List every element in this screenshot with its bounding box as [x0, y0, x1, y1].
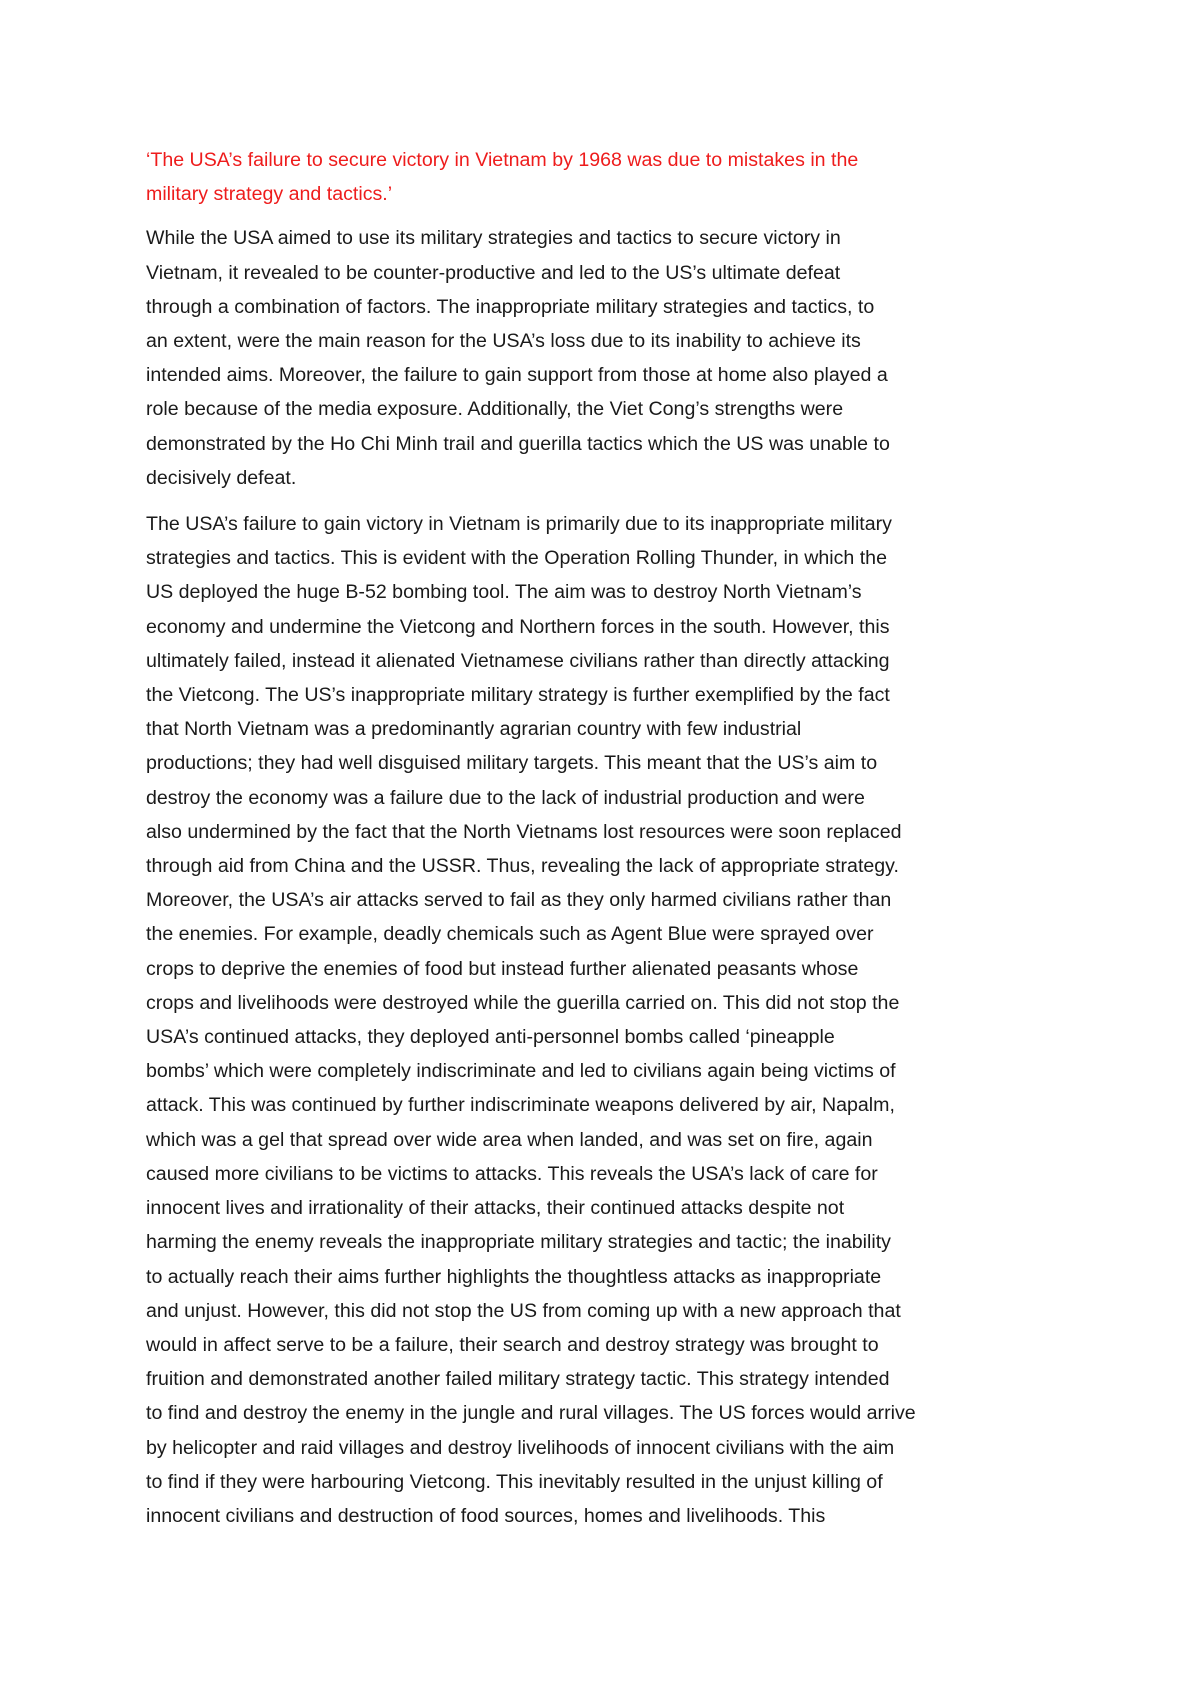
paragraph-line: through aid from China and the USSR. Thus, revealing the lack of appropriate strategy. — [146, 855, 899, 878]
paragraph-line: innocent civilians and destruction of food sources, homes and livelihoods. This — [146, 1504, 826, 1527]
paragraph-line: to actually reach their aims further highlights the thoughtless attacks as inappropriate — [146, 1265, 882, 1288]
paragraph-line: by helicopter and raid villages and destroy livelihoods of innocent civilians with the aim — [146, 1436, 895, 1459]
paragraph-line: crops and livelihoods were destroyed while the guerilla carried on. This did not stop the — [146, 991, 900, 1014]
paragraph-line: also undermined by the fact that the North Vietnams lost resources were soon replaced — [146, 820, 902, 843]
paragraph-line: role because of the media exposure. Additionally, the Viet Cong’s strengths were — [146, 398, 844, 421]
paragraph-line: attack. This was continued by further indiscriminate weapons delivered by air, Napalm, — [146, 1094, 895, 1117]
paragraph-line: ultimately failed, instead it alienated Vietnamese civilians rather than directly attacking — [146, 649, 890, 672]
essay-question-line: military strategy and tactics.’ — [146, 183, 393, 206]
paragraph-1 — [146, 221, 1068, 495]
paragraph-line: Vietnam, it revealed to be counter-productive and led to the US’s ultimate defeat — [146, 261, 841, 284]
paragraph-line: bombs’ which were completely indiscriminate and led to civilians again being victims of — [146, 1060, 896, 1083]
paragraph-line: to find and destroy the enemy in the jungle and rural villages. The US forces would arrive — [146, 1402, 916, 1425]
paragraph-line: intended aims. Moreover, the failure to gain support from those at home also played a — [146, 364, 888, 387]
paragraph-line: While the USA aimed to use its military strategies and tactics to secure victory in — [146, 227, 841, 250]
paragraph-line: the enemies. For example, deadly chemicals such as Agent Blue were sprayed over — [146, 923, 874, 946]
essay-question — [146, 143, 1068, 211]
paragraph-line: The USA’s failure to gain victory in Vietnam is primarily due to its inappropriate military — [146, 513, 892, 536]
paragraph-line: crops to deprive the enemies of food but instead further alienated peasants whose — [146, 957, 859, 980]
paragraph-line: that North Vietnam was a predominantly agrarian country with few industrial — [146, 718, 802, 741]
paragraph-line: fruition and demonstrated another failed military strategy tactic. This strategy intended — [146, 1368, 890, 1391]
paragraph-line: which was a gel that spread over wide area when landed, and was set on fire, again — [146, 1128, 873, 1151]
paragraph-line: economy and undermine the Vietcong and Northern forces in the south. However, this — [146, 615, 890, 638]
paragraph-line: caused more civilians to be victims to attacks. This reveals the USA’s lack of care for — [146, 1162, 878, 1185]
paragraph-line: demonstrated by the Ho Chi Minh trail and guerilla tactics which the US was unable to — [146, 432, 890, 455]
paragraph-line: and unjust. However, this did not stop the US from coming up with a new approach that — [146, 1299, 901, 1322]
paragraph-line: productions; they had well disguised military targets. This meant that the US’s aim to — [146, 752, 878, 775]
paragraph-line: would in affect serve to be a failure, their search and destroy strategy was brought to — [146, 1333, 879, 1356]
paragraph-line: USA’s continued attacks, they deployed anti-personnel bombs called ‘pineapple — [146, 1026, 835, 1049]
paragraph-line: an extent, were the main reason for the USA’s loss due to its inability to achieve its — [146, 330, 861, 353]
essay-question-line: ‘The USA’s failure to secure victory in Vietnam by 1968 was due to mistakes in the — [146, 149, 859, 171]
paragraph-2 — [146, 507, 1068, 1533]
paragraph-line: innocent lives and irrationality of their attacks, their continued attacks despite not — [146, 1197, 845, 1220]
paragraphs — [146, 221, 1068, 1533]
paragraph-line: US deployed the huge B-52 bombing tool. The aim was to destroy North Vietnam’s — [146, 581, 862, 604]
paragraph-line: Moreover, the USA’s air attacks served to fail as they only harmed civilians rather than — [146, 889, 892, 912]
paragraph-line: destroy the economy was a failure due to the lack of industrial production and were — [146, 786, 865, 809]
paragraph-line: harming the enemy reveals the inappropriate military strategies and tactic; the inability — [146, 1231, 891, 1254]
paragraph-line: to find if they were harbouring Vietcong. This inevitably resulted in the unjust killing of — [146, 1470, 883, 1493]
paragraph-line: decisively defeat. — [146, 466, 297, 489]
paragraph-line: strategies and tactics. This is evident with the Operation Rolling Thunder, in which the — [146, 547, 887, 570]
paragraph-line: the Vietcong. The US’s inappropriate military strategy is further exemplified by the fact — [146, 684, 890, 707]
paragraph-line: through a combination of factors. The inappropriate military strategies and tactics, to — [146, 295, 875, 318]
document-body — [146, 143, 1068, 1545]
